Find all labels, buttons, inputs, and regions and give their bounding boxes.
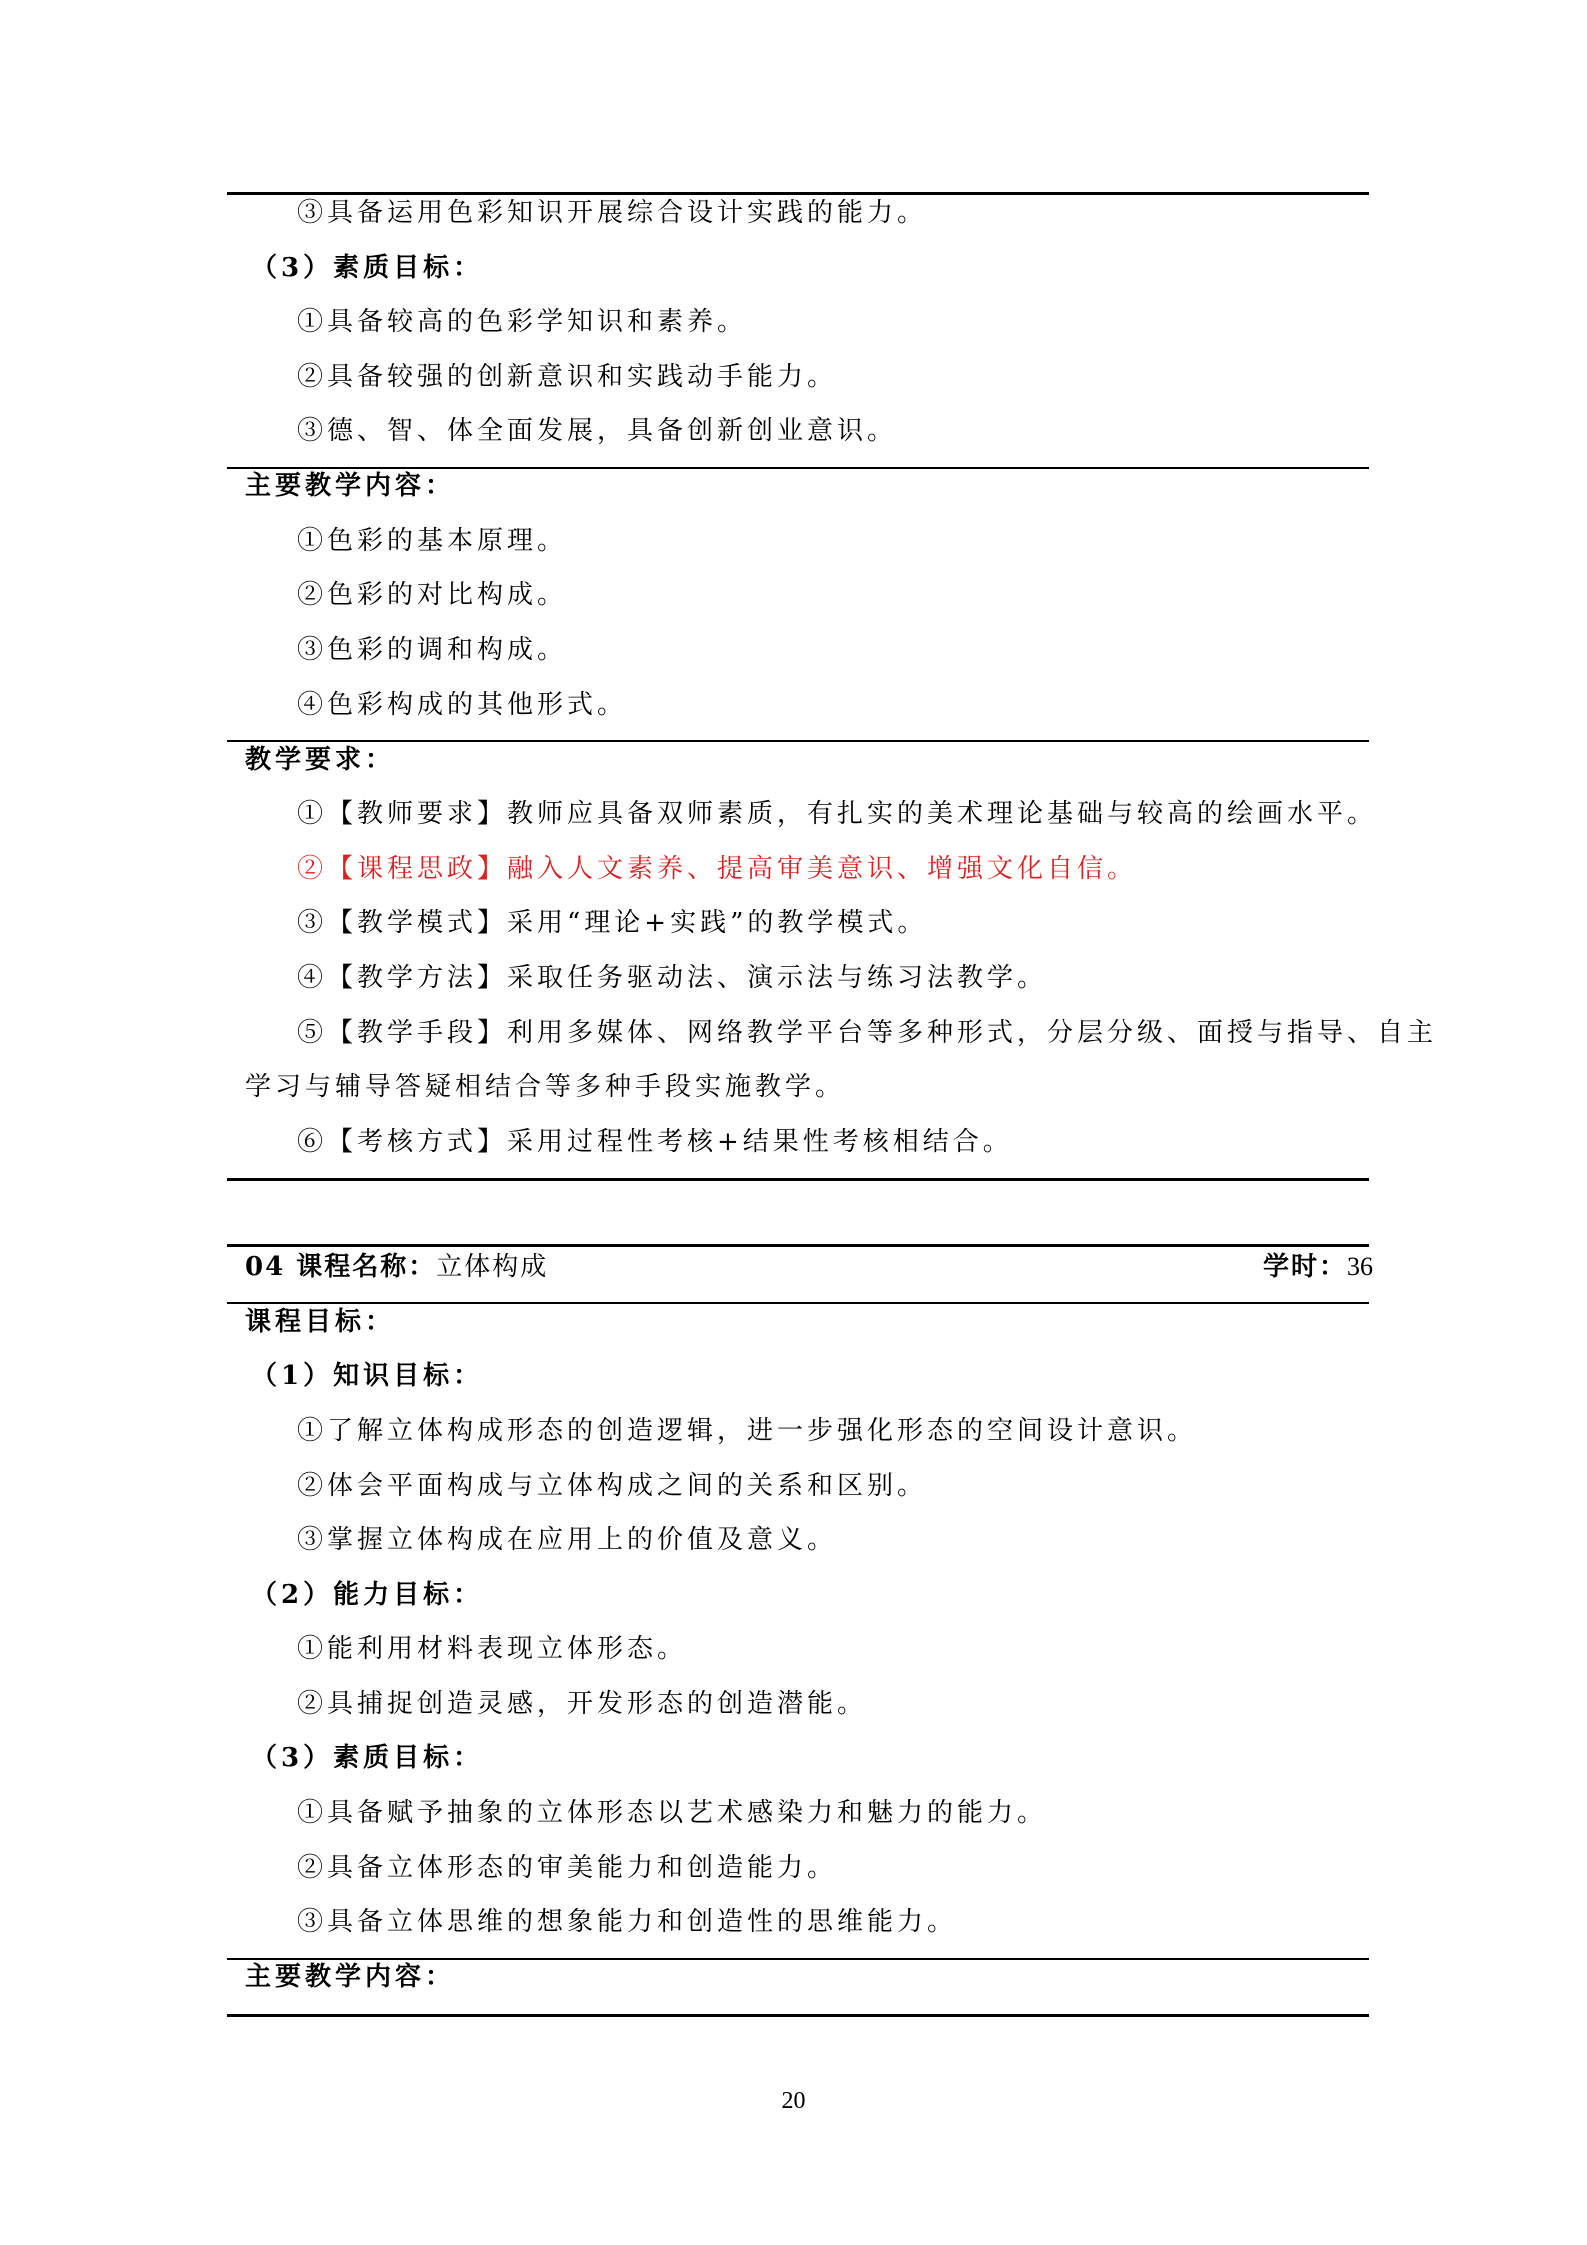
ability-item-2: ②具捕捉创造灵感，开发形态的创造潜能。 <box>297 1689 868 1719</box>
knowledge-heading: （1）知识目标： <box>251 1361 484 1391</box>
requirement-method: ④【教学方法】采取任务驱动法、演示法与练习法教学。 <box>297 963 1048 993</box>
page-number: 20 <box>781 2088 806 2114</box>
requirement-mode: ③【教学模式】采用“理论+实践”的教学模式。 <box>297 908 928 938</box>
requirements-heading: 教学要求： <box>245 745 396 775</box>
content-heading: 主要教学内容： <box>245 471 456 501</box>
quality-item-3: ③具备立体思维的想象能力和创造性的思维能力。 <box>297 1907 958 1937</box>
requirement-means: ⑤【教学手段】利用多媒体、网络教学平台等多种形式，分层分级、面授与指导、自主 <box>297 1018 1438 1048</box>
course-title-row <box>227 1240 1387 1294</box>
quality-item-1: ①具备赋予抽象的立体形态以艺术感染力和魅力的能力。 <box>297 1798 1048 1828</box>
requirement-means-cont: 学习与辅导答疑相结合等多种手段实施教学。 <box>245 1072 846 1102</box>
hours-label: 学时： <box>1262 1252 1347 1282</box>
requirement-teacher: ①【教师要求】教师应具备双师素质，有扎实的美术理论基础与较高的绘画水平。 <box>297 799 1378 829</box>
quality-item-1: ①具备较高的色彩学知识和素养。 <box>297 307 748 337</box>
knowledge-item-3: ③掌握立体构成在应用上的价值及意义。 <box>297 1525 838 1555</box>
quality-item-3: ③德、智、体全面发展，具备创新创业意识。 <box>297 416 898 446</box>
course-hours <box>1263 1240 1373 1294</box>
content-item-4: ④色彩构成的其他形式。 <box>297 690 628 720</box>
requirement-assessment: ⑥【考核方式】采用过程性考核+结果性考核相结合。 <box>297 1127 1013 1157</box>
ability-item-1: ①能利用材料表现立体形态。 <box>297 1634 688 1664</box>
content-item-2: ②色彩的对比构成。 <box>297 580 568 610</box>
course-label: 04 课程名称： <box>245 1252 437 1282</box>
table-bottom-border <box>227 1178 1369 1181</box>
quality-item-2: ②具备较强的创新意识和实践动手能力。 <box>297 362 838 392</box>
quality-item-2: ②具备立体形态的审美能力和创造能力。 <box>297 1853 838 1883</box>
ability-item-3: ③具备运用色彩知识开展综合设计实践的能力。 <box>297 198 928 228</box>
ability-heading: （2）能力目标： <box>251 1580 484 1610</box>
requirement-ideology: ②【课程思政】融入人文素养、提高审美意识、增强文化自信。 <box>297 854 1138 884</box>
hours-value: 36 <box>1347 1252 1373 1281</box>
goals-heading: 课程目标： <box>245 1307 396 1337</box>
content-item-3: ③色彩的调和构成。 <box>297 635 568 665</box>
quality-heading: （3）素质目标： <box>251 253 484 283</box>
knowledge-item-2: ②体会平面构成与立体构成之间的关系和区别。 <box>297 1471 928 1501</box>
knowledge-item-1: ①了解立体构成形态的创造逻辑，进一步强化形态的空间设计意识。 <box>297 1416 1198 1446</box>
course-name: 立体构成 <box>436 1252 549 1282</box>
quality-heading: （3）素质目标： <box>251 1743 484 1773</box>
table-bottom-border <box>227 2014 1369 2017</box>
content-heading: 主要教学内容： <box>245 1962 456 1992</box>
content-item-1: ①色彩的基本原理。 <box>297 526 568 556</box>
